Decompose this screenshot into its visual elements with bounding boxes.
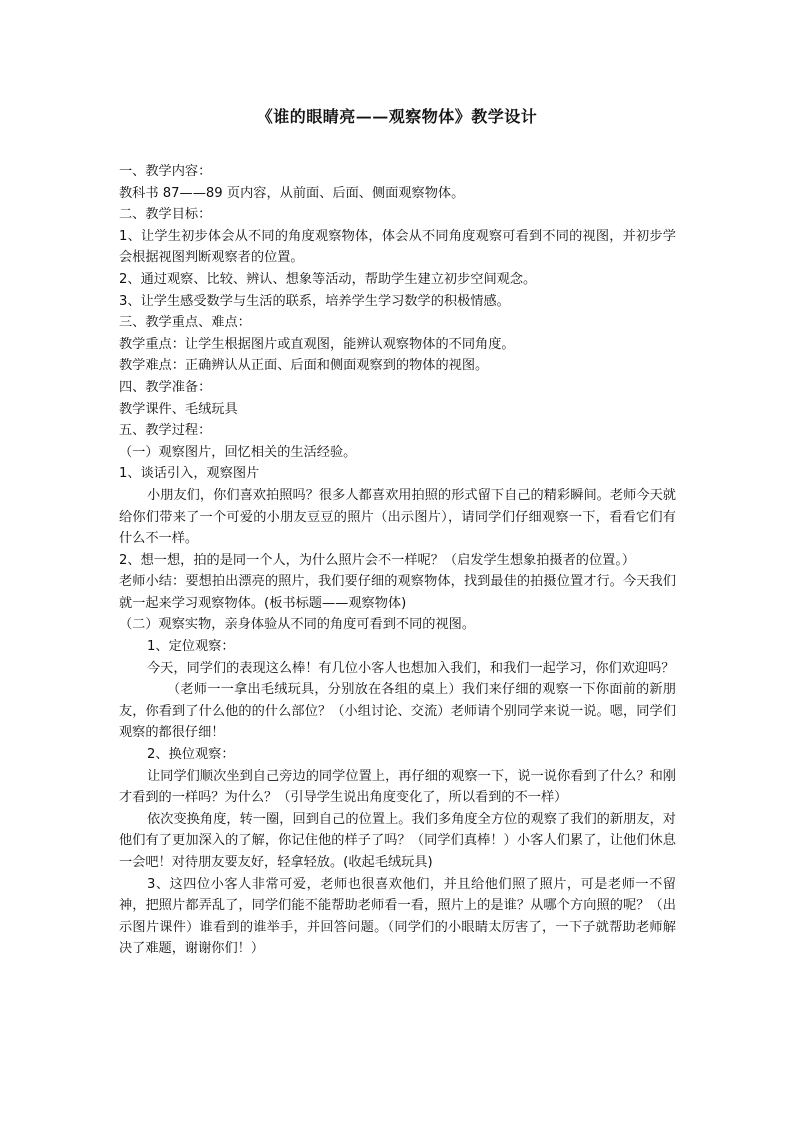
paragraph: 1、谈话引入，观察图片	[119, 466, 260, 482]
paragraph: 教学课件、毛绒玩具	[119, 401, 238, 417]
document-body	[119, 161, 676, 960]
paragraph: 一、教学内容：	[119, 164, 212, 179]
paragraph: 三、教学重点、难点：	[119, 315, 251, 331]
paragraph: 让同学们顺次坐到自己旁边的同学位置上，再仔细的观察一下，说一说你看到了什么？和刚才看到的一样吗？为什么？（引导学生说出角度变化了，所以看到的不一样）	[119, 768, 676, 806]
paragraph: 教学难点：正确辨认从正面、后面和侧面观察到的物体的视图。	[119, 358, 489, 374]
paragraph: 老师小结：要想拍出漂亮的照片，我们要仔细的观察物体，找到最佳的拍摄位置才行。今天我们就一起来学习观察物体。(板书标题——观察物体)	[119, 574, 676, 611]
paragraph: 小朋友们，你们喜欢拍照吗？很多人都喜欢用拍照的形式留下自己的精彩瞬间。老师今天就给你们带来了一个可爱的小朋友豆豆的照片（出示图片），请同学们仔细观察一下，看看它们有什么不一样。	[119, 487, 676, 547]
paragraph: 1、让学生初步体会从不同的角度观察物体，体会从不同角度观察可看到不同的视图，并初步学会根据视图判断观察者的位置。	[119, 228, 676, 266]
paragraph: 五、教学过程：	[119, 423, 212, 439]
paragraph: 依次变换角度，转一圈，回到自己的位置上。我们多角度全方位的观察了我们的新朋友，对他们有了更加深入的了解，你记住他的样子了吗？（同学们真棒！）小客人们累了，让他们休息一会吧！对待朋友要友好，轻拿轻放。(收起毛绒玩具)	[119, 811, 676, 870]
paragraph: 3、让学生感受数学与生活的联系，培养学生学习数学的积极情感。	[119, 293, 510, 309]
paragraph: 2、换位观察：	[147, 747, 235, 763]
document-title: 《谁的眼睛亮——观察物体》教学设计	[256, 107, 538, 126]
paragraph: （老师一一拿出毛绒玩具，分别放在各组的桌上）我们来仔细的观察一下你面前的新朋友，你看到了什么他的的什么部位？（小组讨论、交流）老师请个别同学来说一说。嗯，同学们观察的都很仔细！	[119, 682, 676, 741]
paragraph: 今天，同学们的表现这么棒！有几位小客人也想加入我们，和我们一起学习，你们欢迎吗？	[147, 660, 675, 676]
paragraph: 教学重点：让学生根据图片或直观图，能辨认观察物体的不同角度。	[119, 336, 515, 352]
paragraph: 2、想一想，拍的是同一个人，为什么照片会不一样呢？（启发学生想象拍摄者的位置。）	[119, 552, 636, 568]
paragraph: 1、定位观察：	[147, 639, 235, 655]
paragraph: 二、教学目标：	[119, 207, 212, 223]
paragraph: 2、通过观察、比较、辨认、想象等活动，帮助学生建立初步空间观念。	[119, 271, 537, 287]
paragraph: （二）观察实物，亲身体验从不同的角度可看到不同的视图。	[119, 617, 476, 633]
paragraph: 3、这四位小客人非常可爱，老师也很喜欢他们，并且给他们照了照片，可是老师一不留神，把照片都弄乱了，同学们能不能帮助老师看一看，照片上的是谁？从哪个方向照的呢？（出示图片课件）谁看到的谁举手，并回答问题。（同学们的小眼睛太厉害了，一下子就帮助老师解决了难题，谢谢你们！）	[119, 876, 676, 957]
paragraph: 教科书 87——89 页内容，从前面、后面、侧面观察物体。	[119, 185, 465, 201]
paragraph: 四、教学准备：	[119, 379, 212, 395]
paragraph: （一）观察图片，回忆相关的生活经验。	[119, 444, 357, 460]
